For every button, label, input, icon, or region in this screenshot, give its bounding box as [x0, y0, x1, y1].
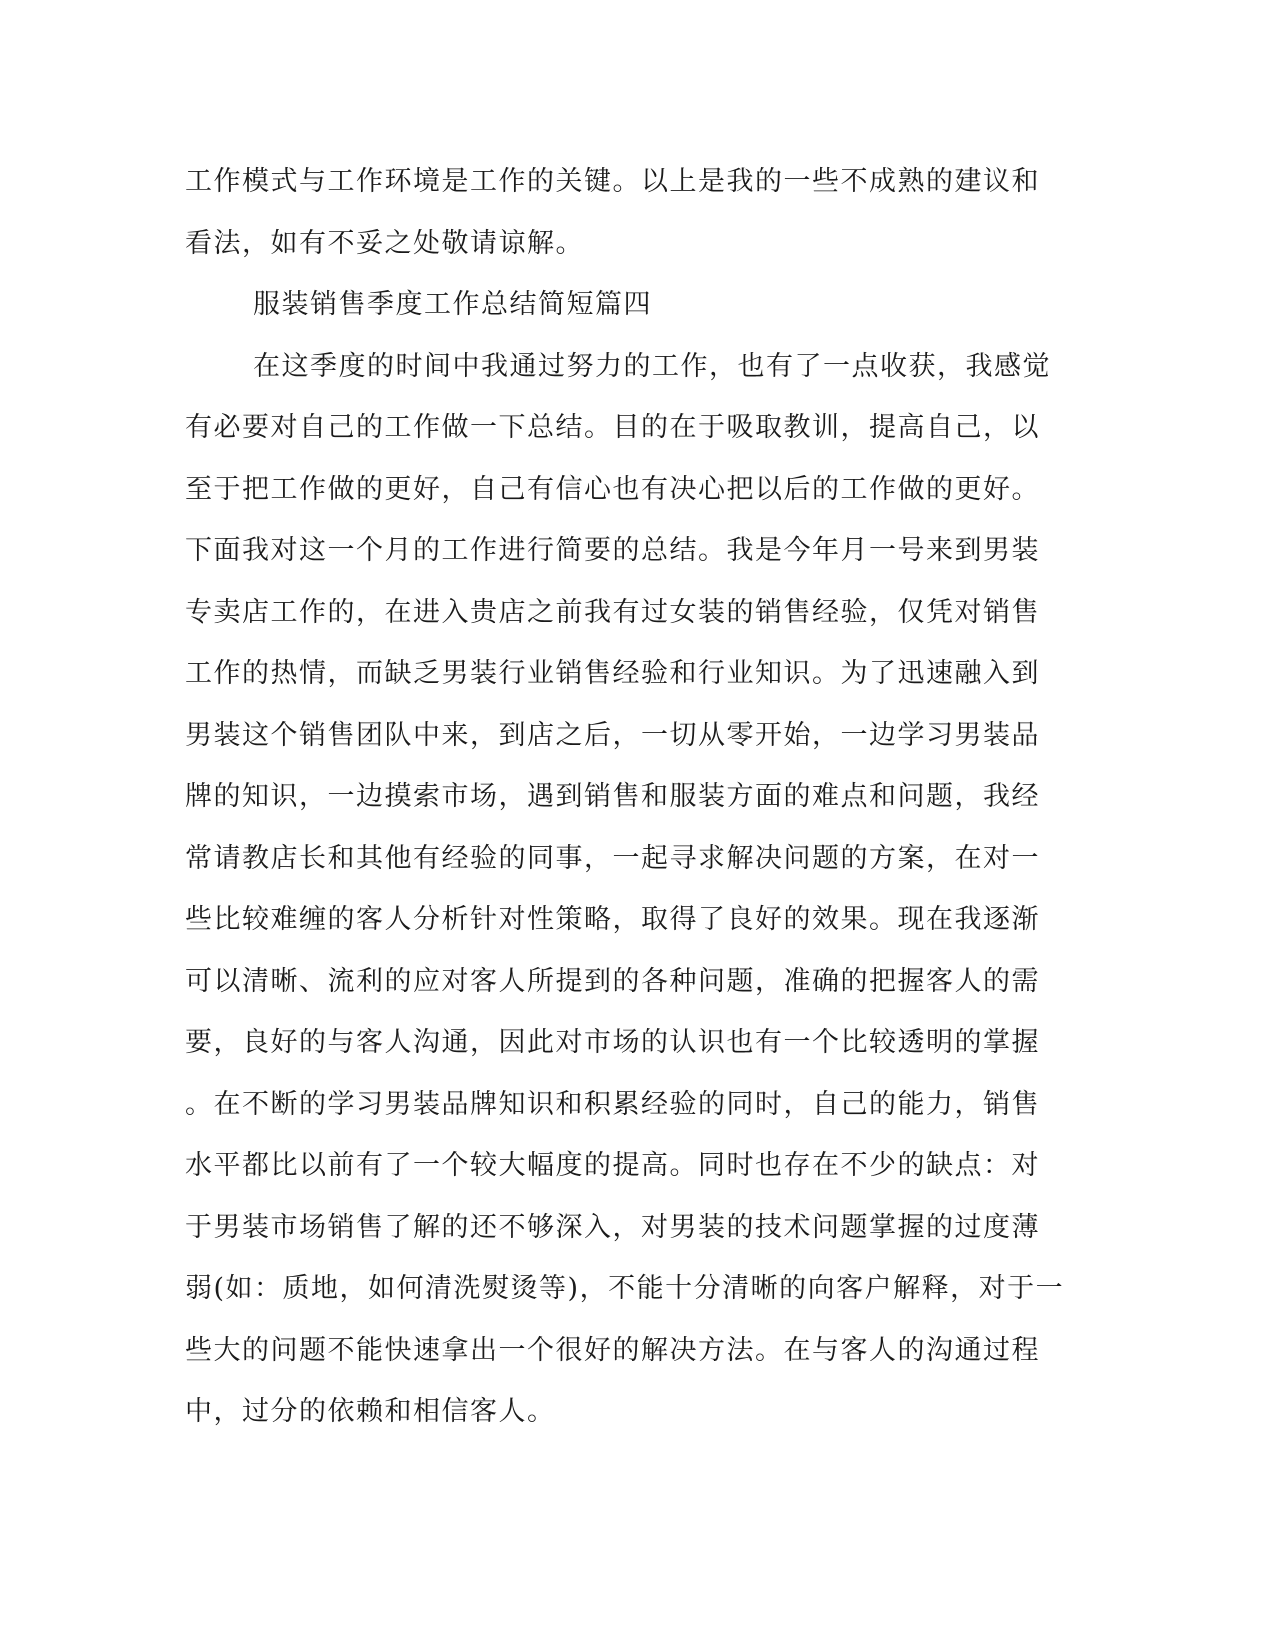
paragraph-line: 可以清晰、流利的应对客人所提到的各种问题，准确的把握客人的需	[185, 965, 1040, 997]
paragraph-line: 弱(如：质地，如何清洗熨烫等)，不能十分清晰的向客户解释，对于一	[185, 1273, 1065, 1304]
paragraph-line: 。在不断的学习男装品牌知识和积累经验的同时，自己的能力，销售	[185, 1088, 1040, 1120]
paragraph-line: 在这季度的时间中我通过努力的工作，也有了一点收获，我感觉	[253, 350, 1051, 382]
paragraph-line: 至于把工作做的更好，自己有信心也有决心把以后的工作做的更好。	[185, 473, 1040, 505]
paragraph-line: 些大的问题不能快速拿出一个很好的解决方法。在与客人的沟通过程	[185, 1334, 1040, 1366]
document-body	[185, 164, 1065, 1456]
paragraph-line: 工作的热情，而缺乏男装行业销售经验和行业知识。为了迅速融入到	[185, 658, 1040, 689]
paragraph-line: 中，过分的依赖和相信客人。	[185, 1396, 556, 1427]
paragraph-line: 男装这个销售团队中来，到店之后，一切从零开始，一边学习男装品	[185, 719, 1040, 751]
section-heading: 服装销售季度工作总结简短篇四	[253, 289, 652, 320]
paragraph-line: 要，良好的与客人沟通，因此对市场的认识也有一个比较透明的掌握	[185, 1027, 1040, 1058]
paragraph-line: 牌的知识，一边摸索市场，遇到销售和服装方面的难点和问题，我经	[185, 781, 1040, 812]
paragraph-line: 有必要对自己的工作做一下总结。目的在于吸取教训，提高自己，以	[185, 412, 1040, 443]
paragraph-line: 工作模式与工作环境是工作的关键。以上是我的一些不成熟的建议和	[185, 166, 1040, 197]
paragraph-line: 常请教店长和其他有经验的同事，一起寻求解决问题的方案，在对一	[185, 842, 1040, 874]
paragraph-line: 专卖店工作的，在进入贵店之前我有过女装的销售经验，仅凭对销售	[185, 596, 1040, 628]
paragraph-line: 看法，如有不妥之处敬请谅解。	[185, 227, 584, 259]
paragraph-line: 下面我对这一个月的工作进行简要的总结。我是今年月一号来到男装	[185, 535, 1040, 566]
paragraph-line: 于男装市场销售了解的还不够深入，对男装的技术问题掌握的过度薄	[185, 1211, 1040, 1243]
paragraph-line: 水平都比以前有了一个较大幅度的提高。同时也存在不少的缺点：对	[185, 1150, 1040, 1181]
paragraph-line: 些比较难缠的客人分析针对性策略，取得了良好的效果。现在我逐渐	[185, 904, 1040, 935]
